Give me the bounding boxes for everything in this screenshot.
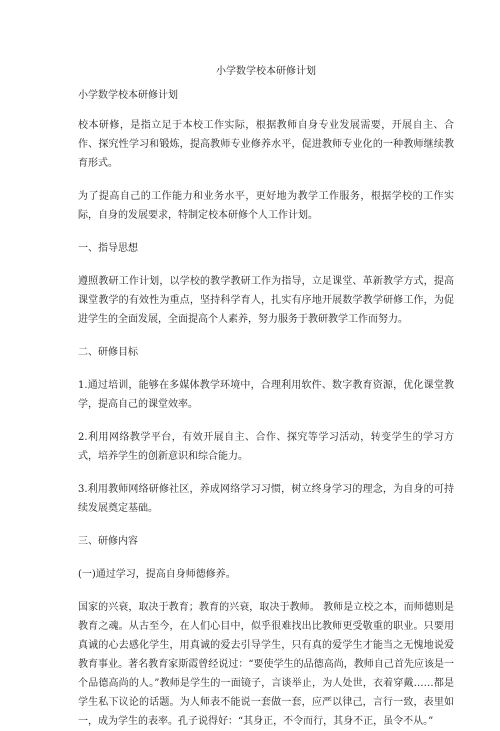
paragraph-ethics: 国家的兴衰，取决于教育；教育的兴衰，取决于教师。 教师是立校之本，而师德则是教育之魂。从古至今，在人们心目中，似乎很难找出比教师更受敬重的职业。只要用真诚的心去感化学生，用真诚的爱去引导学生，只有真的爱学生才能当之无愧地说爱教育事业。著名教育家斯霞曾经说过：“要使学生的品德高尚，教师自己首先应该是一个品德高尚的人。”教师是学生的一面镜子，言谈举止，为人处世，衣着穿戴……都是学生私下议论的话题。为人师表不能说一套做一套，应严以律己，言行一致，表里如一，成为学生的表率。孔子说得好：“其身正，不令而行，其身不正，虽令不从。” [78,602,454,727]
goal-item-3: 3.利用教师网络研修社区，养成网络学习习惯，树立终身学习的理念，为自身的可持续发展奠定基础。 [78,484,454,514]
goal-item-1: 1.通过培训，能够在多媒体教学环境中，合理利用软件、数字教育资源，优化课堂教学，提高自己的课堂效率。 [78,380,454,410]
paragraph-guiding-ideology: 遵照教研工作计划，以学校的教学教研工作为指导，立足课堂、革新教学方式，提高课堂教学的有效性为重点，坚持科学育人，扎实有序地开展数学教学研修工作，为促进学生的全面发展，全面提高个人素养，努力服务于教研教学工作而努力。 [78,276,454,325]
subheading-ethics: (一)通过学习，提高自身师德修养。 [78,569,236,580]
heading-goals: 二、研修目标 [78,347,138,358]
paragraph-purpose: 为了提高自己的工作能力和业务水平，更好地为教学工作服务，根据学校的工作实际，自身的发展要求，特制定校本研修个人工作计划。 [78,191,454,221]
heading-content: 三、研修内容 [78,536,138,547]
heading-guiding-ideology: 一、指导思想 [78,243,138,254]
doc-subtitle: 小学数学校本研修计划 [78,90,178,101]
doc-title: 小学数学校本研修计划 [216,66,316,77]
goal-item-2: 2.利用网络教学平台，有效开展自主、合作、探究等学习活动，转变学生的学习方式，培养学生的创新意识和综合能力。 [78,432,454,462]
paragraph-intro: 校本研修，是指立足于本校工作实际，根据教师自身专业发展需要，开展自主、合作、探究性学习和锻炼，提高教师专业修养水平，促进教师专业化的一种教师继续教育形式。 [78,120,454,169]
